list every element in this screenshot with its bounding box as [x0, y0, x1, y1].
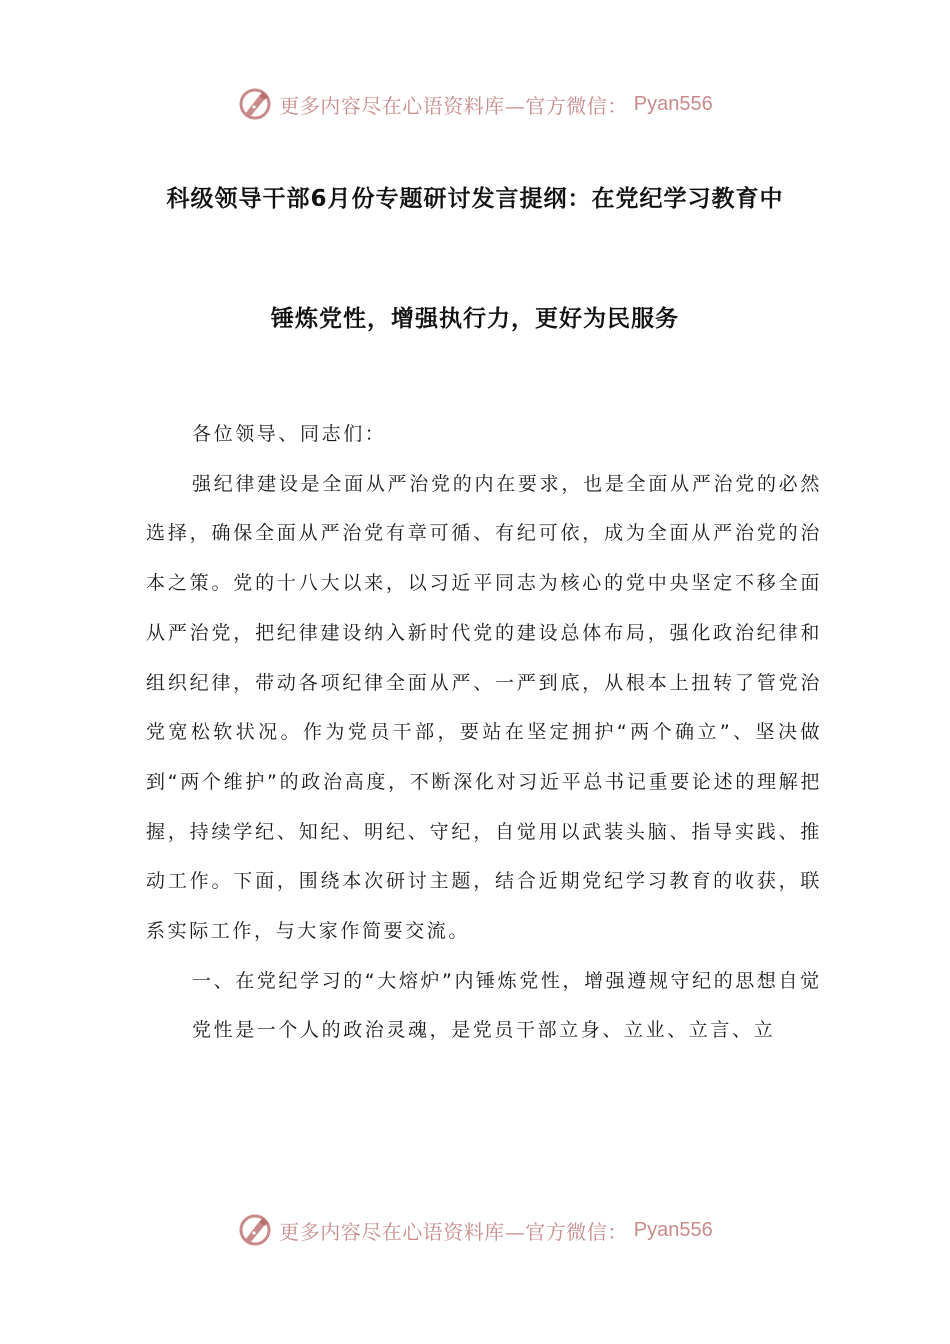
- watermark-wechat-id: Pyan556: [633, 1218, 713, 1241]
- watermark-banner-top: [0, 84, 950, 124]
- pen-nib-circle-icon: [237, 1212, 273, 1248]
- watermark-wechat-id: Pyan556: [633, 92, 713, 115]
- document-title-line-1: 科级领导干部6月份专题研讨发言提纲：在党纪学习教育中: [166, 186, 784, 212]
- intro-paragraph: 强纪律建设是全面从严治党的内在要求，也是全面从严治党的必然选择，确保全面从严治党有章可循、有纪可依，成为全面从严治党的治本之策。党的十八大以来，以习近平同志为核心的党中央坚定不移全面从严治党，把纪律建设纳入新时代党的建设总体布局，强化政治纪律和组织纪律，带动各项纪律全面从严、一严到底，从根本上扭转了管党治党宽松软状况。作为党员干部，要站在坚定拥护“两个确立”、坚决做到“两个维护”的政治高度，不断深化对习近平总书记重要论述的理解把握，持续学纪、知纪、明纪、守纪，自觉用以武装头脑、指导实践、推动工作。下面，围绕本次研讨主题，结合近期党纪学习教育的收获，联系实际工作，与大家作简要交流。: [146, 472, 822, 943]
- salutation-paragraph: 各位领导、同志们：: [192, 423, 387, 445]
- section-1-paragraph: 党性是一个人的政治灵魂，是党员干部立身、立业、立言、立: [192, 1019, 776, 1042]
- section-heading-1: 一、在党纪学习的“大熔炉”内锤炼党性，增强遵规守纪的思想自觉: [192, 969, 822, 992]
- document-body: [146, 410, 822, 1056]
- pen-nib-circle-icon: [237, 86, 273, 122]
- watermark-text: 更多内容尽在心语资料库—官方微信：: [279, 93, 628, 118]
- watermark-text: 更多内容尽在心语资料库—官方微信：: [279, 1219, 628, 1244]
- watermark-banner-bottom: [0, 1210, 950, 1250]
- document-title-line-2: 锤炼党性，增强执行力，更好为民服务: [271, 306, 679, 332]
